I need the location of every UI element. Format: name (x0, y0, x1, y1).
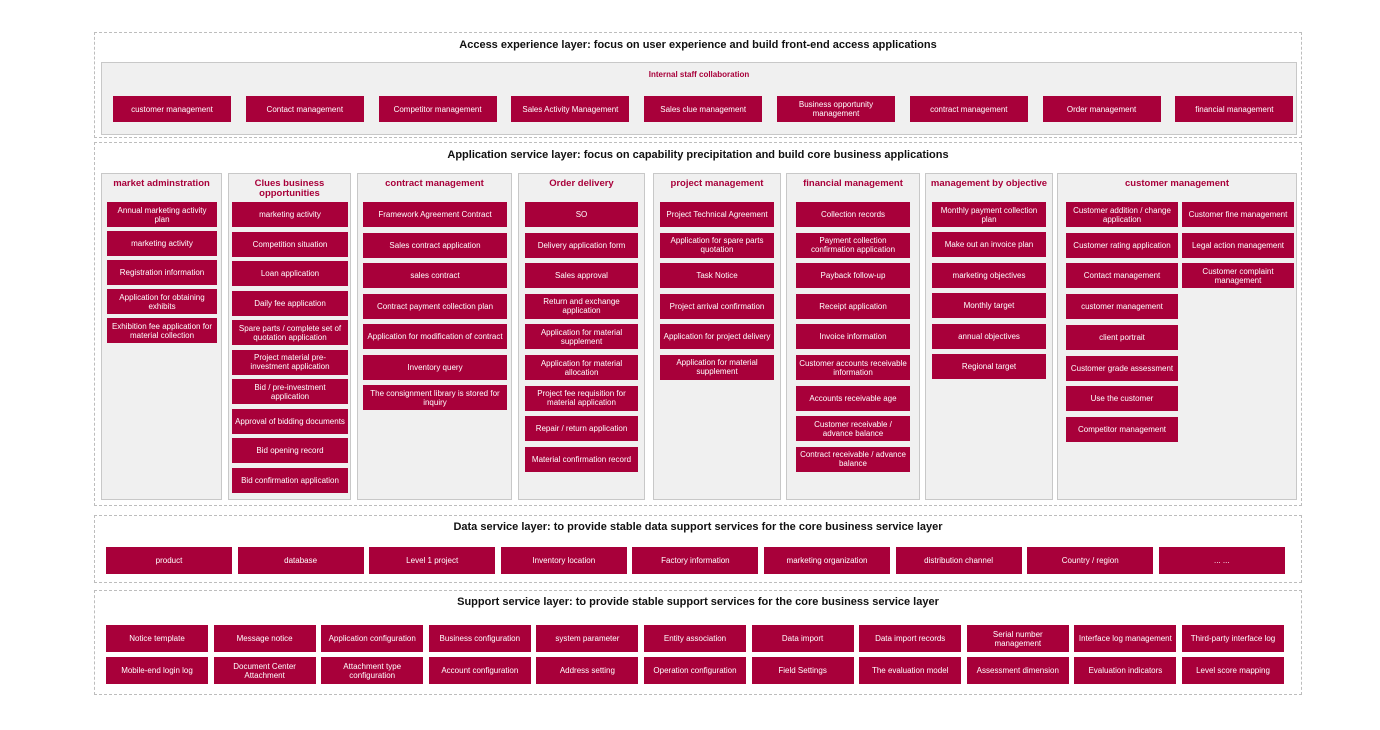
data-item: database (238, 547, 364, 574)
app-item: Material confirmation record (525, 447, 638, 472)
app-item: Approval of bidding documents (232, 409, 348, 434)
app-item: Customer grade assessment (1066, 356, 1178, 381)
app-item: Loan application (232, 261, 348, 286)
app-column-panel (653, 173, 781, 500)
support-item: Data import records (859, 625, 961, 652)
data-item: product (106, 547, 232, 574)
app-item: Contract payment collection plan (363, 294, 507, 319)
data-layer (94, 515, 1302, 583)
support-item: The evaluation model (859, 657, 961, 684)
access-layer-title: Access experience layer: focus on user experience and build front-end access applications (459, 39, 937, 51)
app-item: Monthly payment collection plan (932, 202, 1046, 227)
support-item: Address setting (536, 657, 638, 684)
app-item: Sales contract application (363, 233, 507, 258)
app-column-title: contract management (385, 178, 484, 189)
support-item: Attachment type configuration (321, 657, 423, 684)
app-item: Bid confirmation application (232, 468, 348, 493)
internal-staff-title: Internal staff collaboration (648, 70, 750, 79)
app-item: Legal action management (1182, 233, 1294, 258)
app-item: customer management (1066, 294, 1178, 319)
support-item: Notice template (106, 625, 208, 652)
app-column-title: project management (670, 178, 764, 189)
support-item: Application configuration (321, 625, 423, 652)
app-item: Invoice information (796, 324, 910, 349)
data-item: distribution channel (896, 547, 1022, 574)
app-column-title: Clues business opportunities (254, 178, 325, 199)
support-layer-title: Support service layer: to provide stable support services for the core business service layer (457, 596, 939, 608)
access-item: Sales clue management (644, 96, 762, 122)
app-item: Monthly target (932, 293, 1046, 318)
app-item: Project arrival confirmation (660, 294, 774, 319)
app-item: Task Notice (660, 263, 774, 288)
app-item: Application for obtaining exhibits (107, 289, 217, 314)
support-item: Third-party interface log (1182, 625, 1284, 652)
access-item: Business opportunity management (777, 96, 895, 122)
support-item: Account configuration (429, 657, 531, 684)
support-item: Message notice (214, 625, 316, 652)
app-item: Customer addition / change application (1066, 202, 1178, 227)
app-item: Payback follow-up (796, 263, 910, 288)
app-item: sales contract (363, 263, 507, 288)
app-item: Payment collection confirmation application (796, 233, 910, 258)
internal-staff-panel (101, 62, 1297, 135)
app-item: Project fee requisition for material application (525, 386, 638, 411)
app-column-panel (518, 173, 645, 500)
application-layer (94, 142, 1302, 506)
app-item: Sales approval (525, 263, 638, 288)
app-item: annual objectives (932, 324, 1046, 349)
app-item: Framework Agreement Contract (363, 202, 507, 227)
support-item: Evaluation indicators (1074, 657, 1176, 684)
data-item: Factory information (632, 547, 758, 574)
support-item: system parameter (536, 625, 638, 652)
app-column-panel (1057, 173, 1297, 500)
app-item: Accounts receivable age (796, 386, 910, 411)
app-item: Receipt application (796, 294, 910, 319)
data-item: ... ... (1159, 547, 1285, 574)
app-item: client portrait (1066, 325, 1178, 350)
access-item: Sales Activity Management (511, 96, 629, 122)
access-layer (94, 32, 1302, 138)
app-item: Use the customer (1066, 386, 1178, 411)
app-item: Inventory query (363, 355, 507, 380)
app-column-title: market adminstration (113, 178, 210, 189)
support-item: Operation configuration (644, 657, 746, 684)
app-item: Registration information (107, 260, 217, 285)
data-item: marketing organization (764, 547, 890, 574)
app-item: Application for modification of contract (363, 324, 507, 349)
support-item: Mobile-end login log (106, 657, 208, 684)
access-item: contract management (910, 96, 1028, 122)
access-item: customer management (113, 96, 231, 122)
data-item: Level 1 project (369, 547, 495, 574)
app-item: marketing objectives (932, 263, 1046, 288)
access-item: Contact management (246, 96, 364, 122)
app-item: Competitor management (1066, 417, 1178, 442)
app-item: Customer receivable / advance balance (796, 416, 910, 441)
access-item: financial management (1175, 96, 1293, 122)
app-item: Contact management (1066, 263, 1178, 288)
support-item: Entity association (644, 625, 746, 652)
app-item: Project Technical Agreement (660, 202, 774, 227)
app-item: marketing activity (232, 202, 348, 227)
support-item: Interface log management (1074, 625, 1176, 652)
app-item: Customer complaint management (1182, 263, 1294, 288)
app-column-title: management by objective (930, 178, 1048, 189)
app-item: Spare parts / complete set of quotation application (232, 320, 348, 345)
data-item: Country / region (1027, 547, 1153, 574)
app-column-panel (101, 173, 222, 500)
app-item: The consignment library is stored for inquiry (363, 385, 507, 410)
app-item: Contract receivable / advance balance (796, 447, 910, 472)
support-item: Field Settings (752, 657, 854, 684)
app-item: Collection records (796, 202, 910, 227)
support-layer (94, 590, 1302, 695)
app-item: Delivery application form (525, 233, 638, 258)
app-item: Application for spare parts quotation (660, 233, 774, 258)
app-item: Application for material allocation (525, 355, 638, 380)
app-item: Exhibition fee application for material collection (107, 318, 217, 343)
application-layer-title: Application service layer: focus on capability precipitation and build core business applications (447, 149, 949, 161)
app-item: Return and exchange application (525, 294, 638, 319)
access-item: Competitor management (379, 96, 497, 122)
app-column-title: Order delivery (549, 178, 614, 189)
support-item: Data import (752, 625, 854, 652)
app-item: Daily fee application (232, 291, 348, 316)
app-item: Customer rating application (1066, 233, 1178, 258)
app-item: Competition situation (232, 232, 348, 257)
app-item: Customer accounts receivable information (796, 355, 910, 380)
app-item: Bid opening record (232, 438, 348, 463)
support-item: Assessment dimension (967, 657, 1069, 684)
app-item: Regional target (932, 354, 1046, 379)
app-column-panel (786, 173, 920, 500)
data-item: Inventory location (501, 547, 627, 574)
support-item: Serial number management (967, 625, 1069, 652)
support-item: Business configuration (429, 625, 531, 652)
app-item: Repair / return application (525, 416, 638, 441)
support-item: Document Center Attachment (214, 657, 316, 684)
app-column-title: financial management (803, 178, 903, 189)
app-column-title: customer management (1124, 178, 1229, 189)
data-layer-title: Data service layer: to provide stable data support services for the core business service layer (453, 521, 943, 533)
app-item: Annual marketing activity plan (107, 202, 217, 227)
app-item: Make out an invoice plan (932, 232, 1046, 257)
app-item: Application for material supplement (660, 355, 774, 380)
app-item: Project material pre-investment application (232, 350, 348, 375)
app-column-panel (925, 173, 1053, 500)
app-item: marketing activity (107, 231, 217, 256)
app-item: Application for material supplement (525, 324, 638, 349)
app-item: Bid / pre-investment application (232, 379, 348, 404)
support-item: Level score mapping (1182, 657, 1284, 684)
app-item: Customer fine management (1182, 202, 1294, 227)
app-column-panel (357, 173, 512, 500)
app-column-panel (228, 173, 351, 500)
access-item: Order management (1043, 96, 1161, 122)
app-item: SO (525, 202, 638, 227)
app-item: Application for project delivery (660, 324, 774, 349)
